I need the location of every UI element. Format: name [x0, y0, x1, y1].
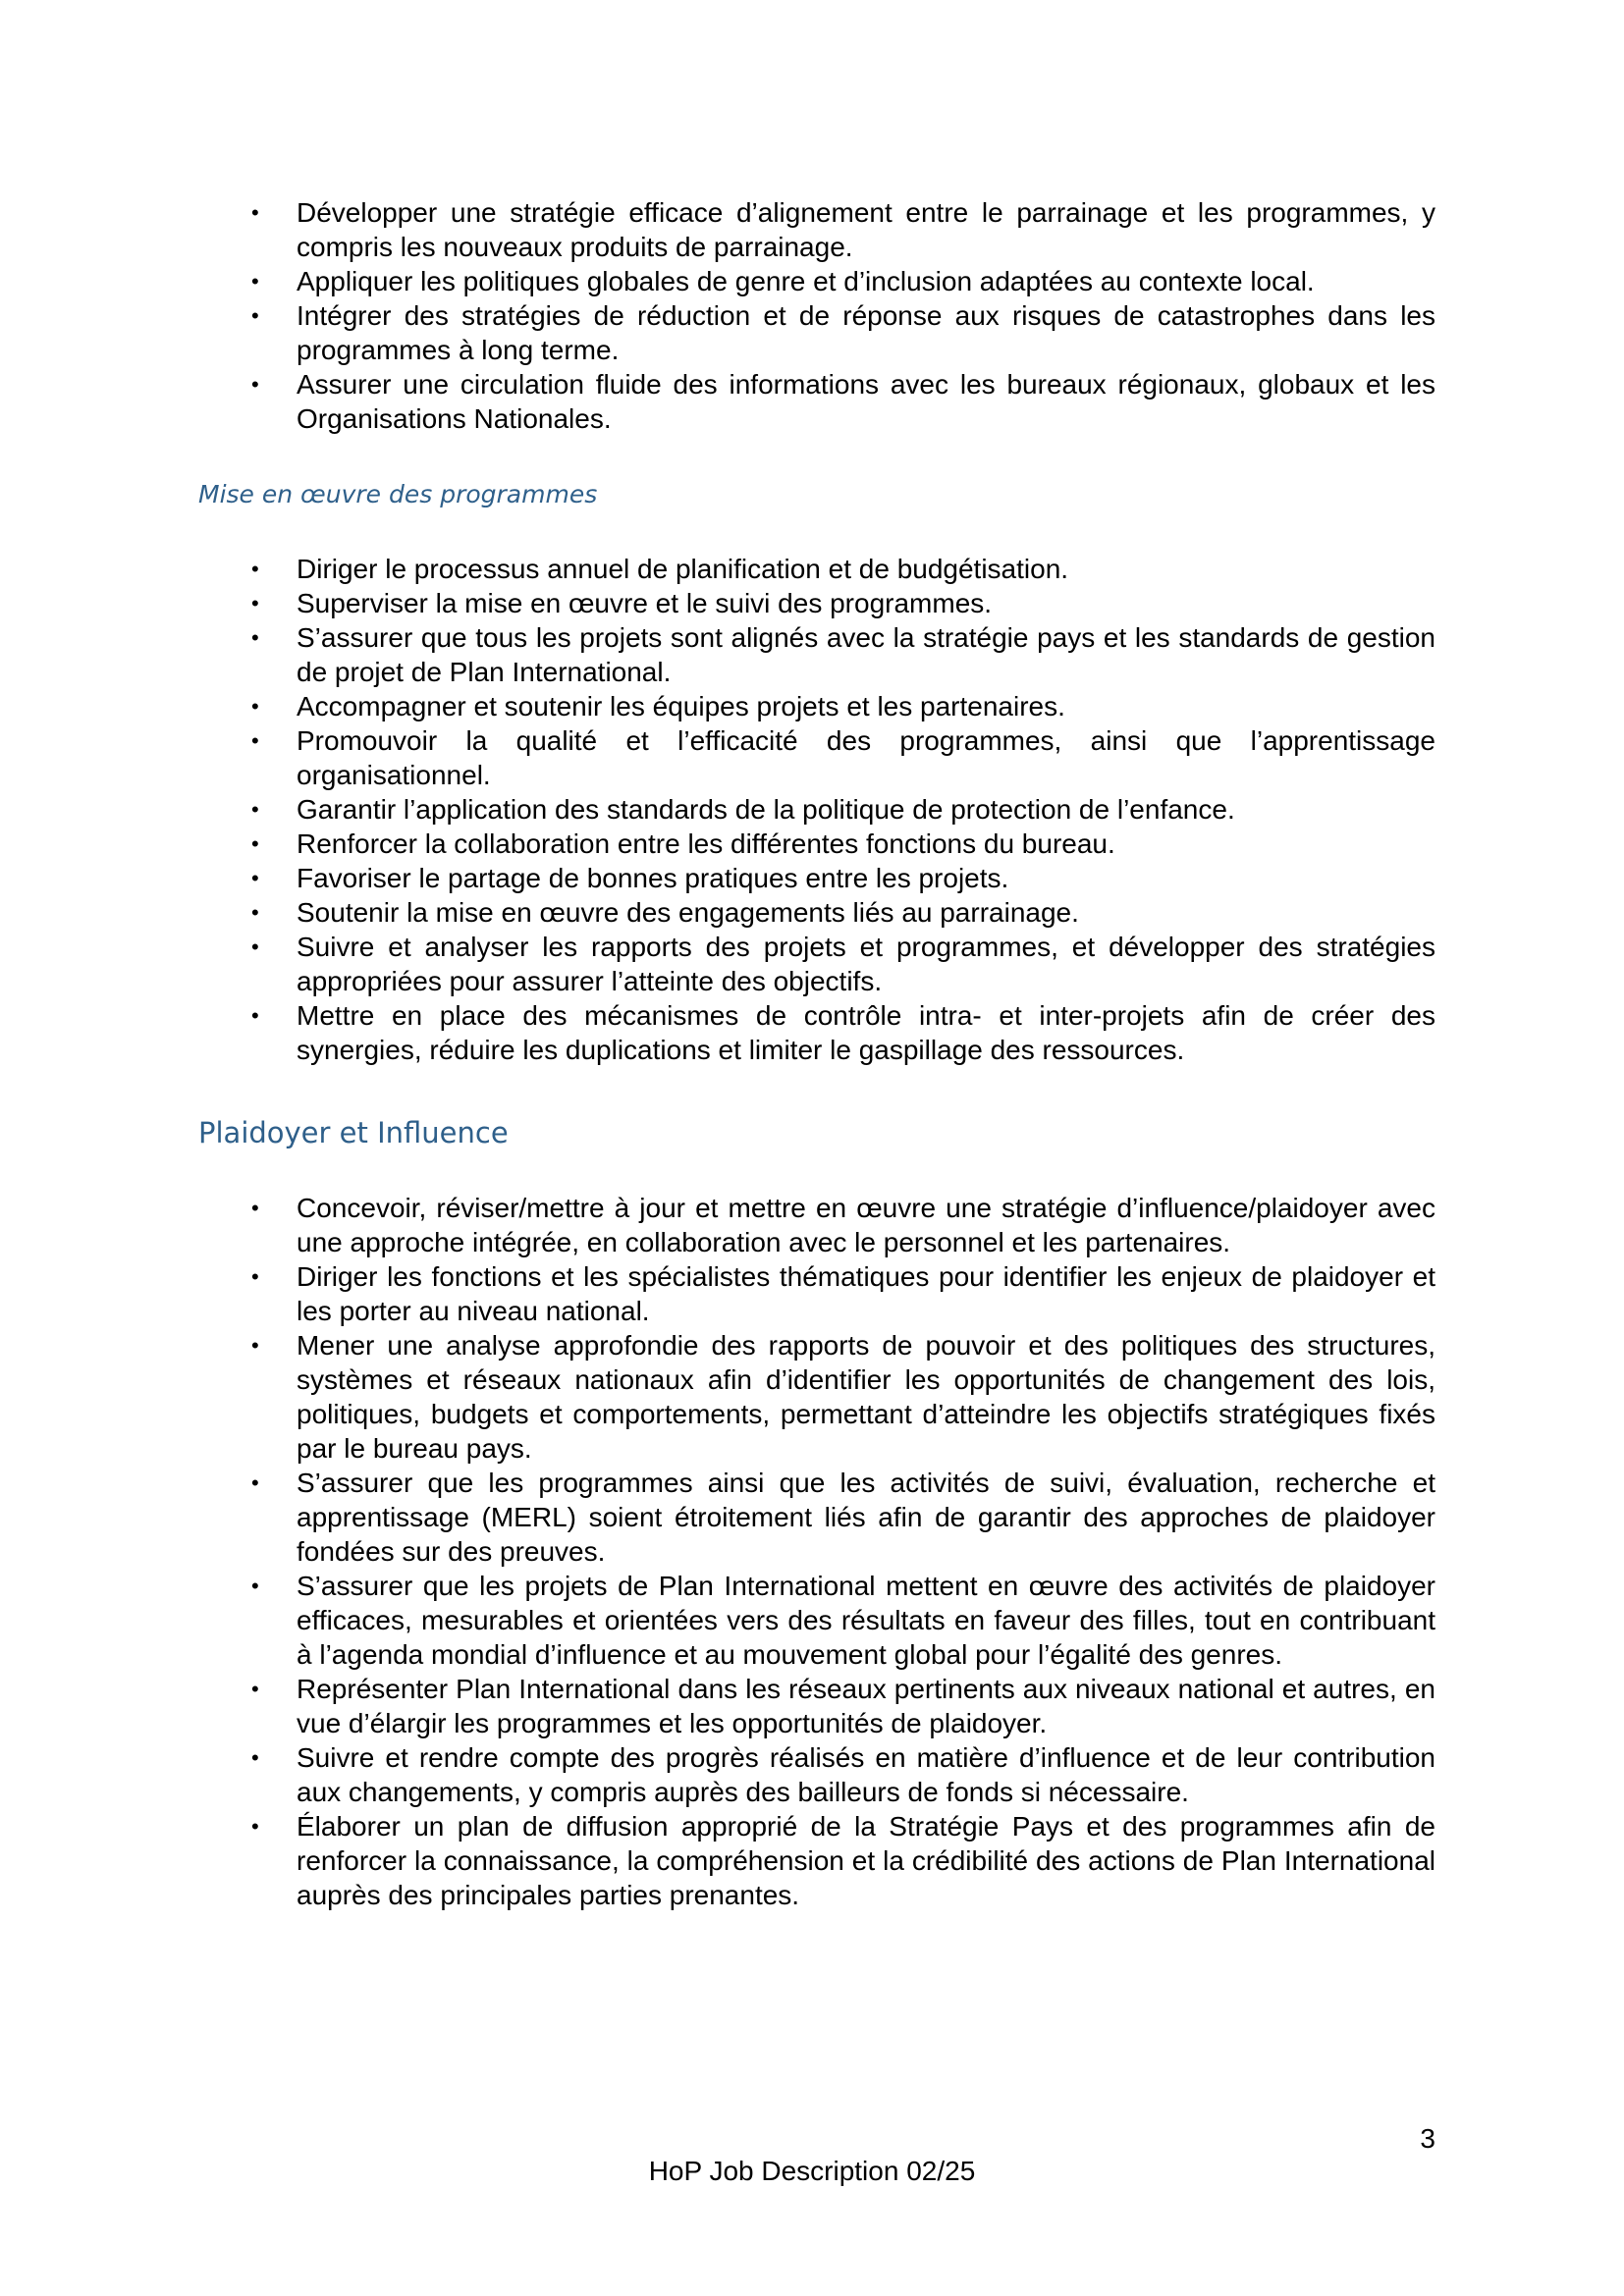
list-item-text: Appliquer les politiques globales de genre et d’inclusion adaptées au contexte local. [297, 266, 1315, 296]
bullet-icon: • [251, 1745, 259, 1770]
list-item [245, 1191, 1435, 1259]
bullet-icon: • [251, 591, 259, 615]
bullet-icon: • [251, 1196, 259, 1220]
bullet-icon: • [251, 728, 259, 753]
list-item-text: Mettre en place des mécanismes de contrôle intra- et inter-projets afin de créer des synergies, réduire les duplications et limiter le gaspillage des ressources. [297, 1000, 1435, 1065]
list-item-text: Mener une analyse approfondie des rapports de pouvoir et des politiques des structures, systèmes et réseaux nationaux afin d’identifier les opportunités de changement des lois, politiques, budgets et comportements, permettant d’atteindre les objectifs stratégiques fixés par le bureau pays. [297, 1330, 1435, 1464]
bullet-icon: • [251, 625, 259, 650]
bullet-icon: • [251, 1677, 259, 1701]
bullet-icon: • [251, 1333, 259, 1358]
list-item-text: Concevoir, réviser/mettre à jour et mettre en œuvre une stratégie d’influence/plaidoyer avec une approche intégrée, en collaboration avec le personnel et les partenaires. [297, 1193, 1435, 1257]
list-item-text: Superviser la mise en œuvre et le suivi des programmes. [297, 588, 993, 618]
bullet-icon: • [251, 797, 259, 822]
list-item [245, 1809, 1435, 1912]
list-item [245, 1328, 1435, 1466]
bullet-icon: • [251, 200, 259, 225]
bullet-icon: • [251, 900, 259, 925]
list-item [245, 195, 1435, 264]
bullet-icon: • [251, 1814, 259, 1839]
list-item [245, 827, 1435, 861]
bullet-icon: • [251, 1574, 259, 1598]
list-item [245, 1466, 1435, 1569]
list-item [245, 1740, 1435, 1809]
list-item [245, 861, 1435, 895]
list-item-text: Favoriser le partage de bonnes pratiques entre les projets. [297, 863, 1009, 893]
page-footer: HoP Job Description 02/25 [648, 2156, 976, 2186]
bullet-icon: • [251, 1003, 259, 1028]
list-item-text: Promouvoir la qualité et l’efficacité des programmes, ainsi que l’apprentissage organisationnel. [297, 725, 1435, 790]
list-item [245, 586, 1435, 620]
list-item [245, 689, 1435, 723]
list-item-text: S’assurer que les programmes ainsi que les activités de suivi, évaluation, recherche et apprentissage (MERL) soient étroitement liés afin de garantir des approches de plaidoyer fondées sur des preuves. [297, 1468, 1435, 1567]
section-heading-plaidoyer: Plaidoyer et Influence [198, 1116, 509, 1149]
list-item-text: Soutenir la mise en œuvre des engagements liés au parrainage. [297, 897, 1079, 928]
bullet-icon: • [251, 934, 259, 959]
list-item-text: S’assurer que tous les projets sont alignés avec la stratégie pays et les standards de gestion de projet de Plan International. [297, 622, 1435, 687]
list-item [245, 298, 1435, 367]
list-item [245, 264, 1435, 298]
list-item [245, 620, 1435, 689]
bullet-icon: • [251, 557, 259, 581]
bullet-icon: • [251, 1264, 259, 1289]
list-item-text: Accompagner et soutenir les équipes projets et les partenaires. [297, 691, 1065, 721]
bullet-list-mise-en-oeuvre [245, 552, 1435, 1067]
list-item-text: Diriger le processus annuel de planification et de budgétisation. [297, 554, 1069, 584]
bullet-icon: • [251, 831, 259, 856]
list-item [245, 1569, 1435, 1672]
list-item-text: Suivre et rendre compte des progrès réalisés en matière d’influence et de leur contribution aux changements, y compris auprès des bailleurs de fonds si nécessaire. [297, 1742, 1435, 1807]
bullet-list-plaidoyer [245, 1191, 1435, 1912]
list-item-text: Diriger les fonctions et les spécialistes thématiques pour identifier les enjeux de plaidoyer et les porter au niveau national. [297, 1261, 1435, 1326]
list-item-text: Suivre et analyser les rapports des projets et programmes, et développer des stratégies appropriées pour assurer l’atteinte des objectifs. [297, 932, 1435, 996]
list-item [245, 1672, 1435, 1740]
list-item-text: Renforcer la collaboration entre les différentes fonctions du bureau. [297, 828, 1115, 859]
list-item-text: Développer une stratégie efficace d’alignement entre le parrainage et les programmes, y compris les nouveaux produits de parrainage. [297, 197, 1435, 262]
list-item-text: Garantir l’application des standards de la politique de protection de l’enfance. [297, 794, 1235, 825]
list-item-text: Assurer une circulation fluide des informations avec les bureaux régionaux, globaux et les Organisations Nationales. [297, 369, 1435, 434]
bullet-icon: • [251, 372, 259, 397]
list-item [245, 723, 1435, 792]
page-number: 3 [1420, 2123, 1435, 2154]
bullet-icon: • [251, 694, 259, 719]
list-item-text: Représenter Plan International dans les réseaux pertinents aux niveaux national et autres, en vue d’élargir les programmes et les opportunités de plaidoyer. [297, 1674, 1435, 1738]
bullet-icon: • [251, 303, 259, 328]
bullet-icon: • [251, 866, 259, 890]
list-item [245, 552, 1435, 586]
list-item [245, 930, 1435, 998]
bullet-icon: • [251, 1470, 259, 1495]
list-item [245, 1259, 1435, 1328]
list-item [245, 792, 1435, 827]
section-heading-mise-en-oeuvre: Mise en œuvre des programmes [198, 480, 598, 508]
list-item-text: Intégrer des stratégies de réduction et de réponse aux risques de catastrophes dans les programmes à long terme. [297, 300, 1435, 365]
list-item [245, 998, 1435, 1067]
list-item-text: Élaborer un plan de diffusion approprié de la Stratégie Pays et des programmes afin de renforcer la connaissance, la compréhension et la crédibilité des actions de Plan International auprès des principales parties prenantes. [297, 1811, 1435, 1910]
bullet-icon: • [251, 269, 259, 294]
bullet-list-strategy [245, 195, 1435, 436]
list-item [245, 895, 1435, 930]
list-item-text: S’assurer que les projets de Plan International mettent en œuvre des activités de plaidoyer efficaces, mesurables et orientées vers des résultats en faveur des filles, tout en contribuant à l’agenda mondial d’influence et au mouvement global pour l’égalité des genres. [297, 1571, 1435, 1670]
list-item [245, 367, 1435, 436]
